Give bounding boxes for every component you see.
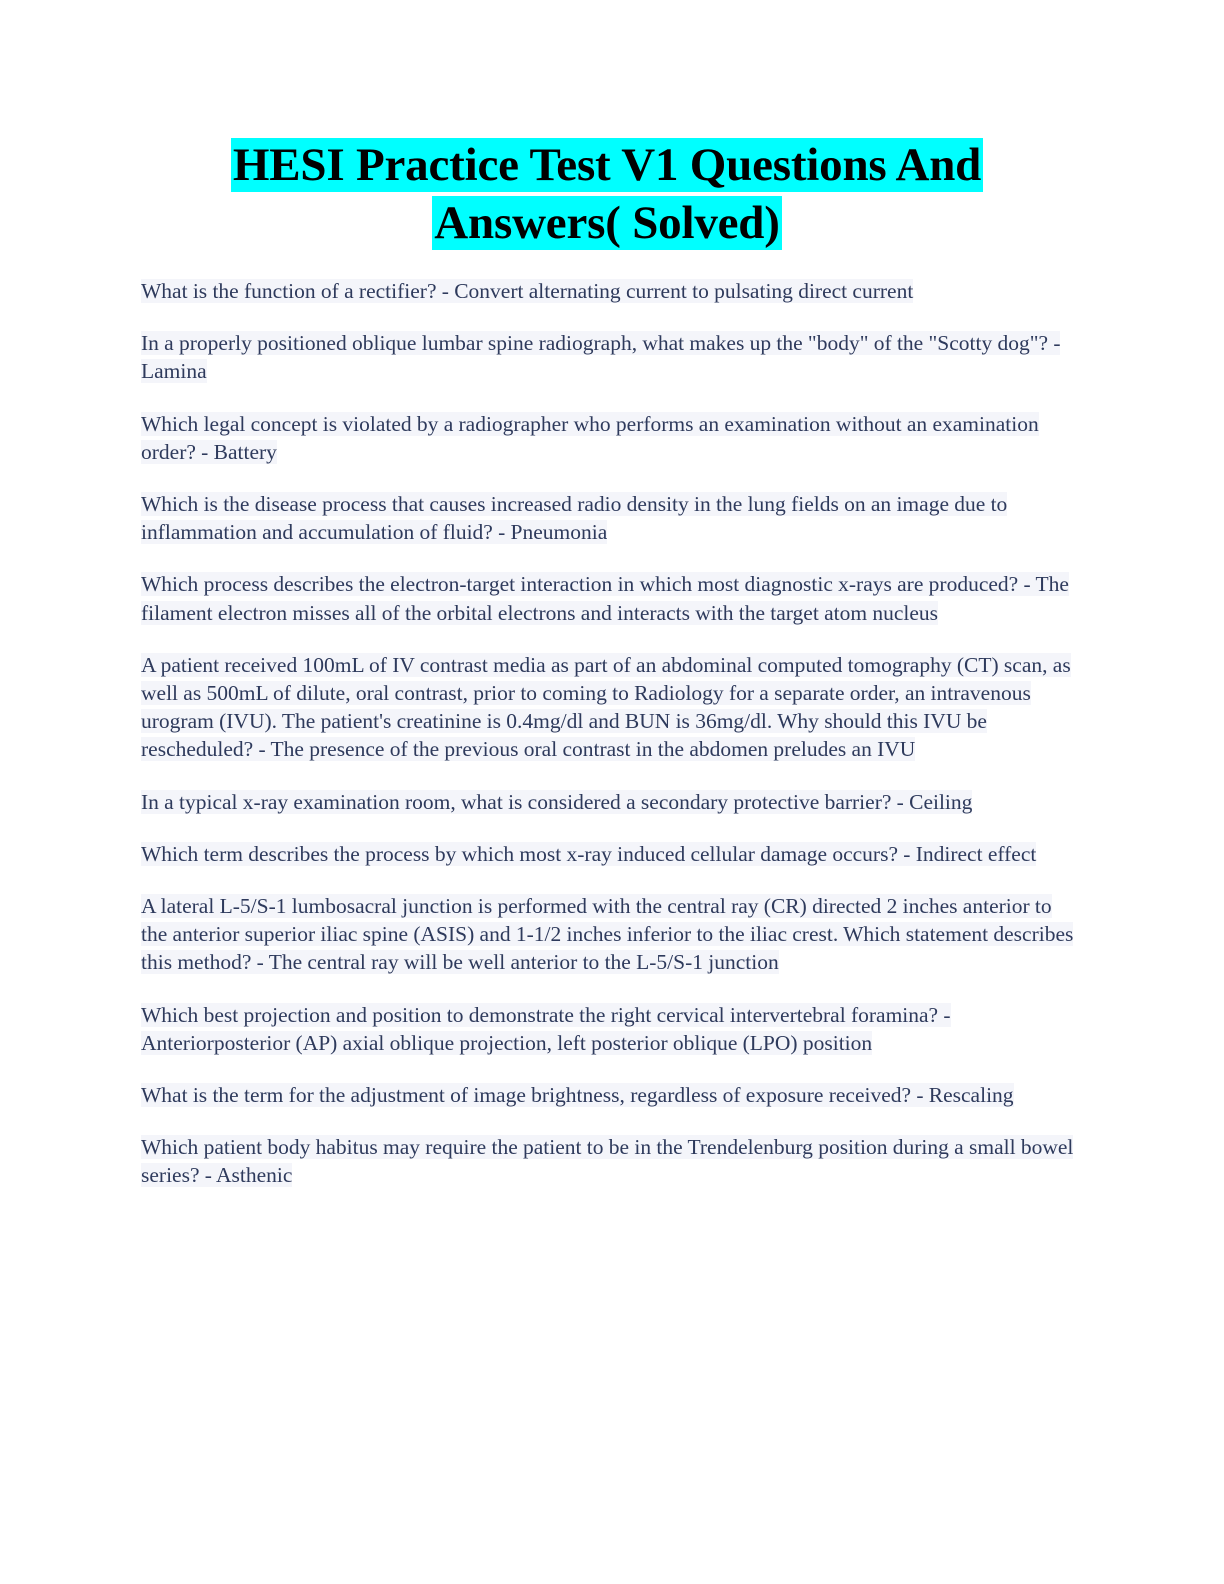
qa-item	[141, 1001, 1077, 1057]
qa-item	[141, 892, 1077, 977]
page-title	[141, 136, 1073, 252]
qa-item-text: In a properly positioned oblique lumbar spine radiograph, what makes up the "body" of the "Scotty dog"? - Lamina	[141, 331, 1061, 384]
qa-item	[141, 277, 1077, 305]
qa-item	[141, 840, 1077, 868]
qa-list	[141, 277, 1077, 1190]
qa-item	[141, 410, 1077, 466]
qa-item-text: Which process describes the electron-target interaction in which most diagnostic x-rays are produced? - The filament electron misses all of the orbital electrons and interacts with the target atom nucleus	[141, 572, 1069, 625]
qa-item-text: Which term describes the process by which most x-ray induced cellular damage occurs? - Indirect effect	[141, 841, 1037, 866]
qa-item	[141, 1081, 1077, 1109]
qa-item	[141, 651, 1077, 764]
qa-item	[141, 329, 1077, 385]
qa-item-text: What is the term for the adjustment of image brightness, regardless of exposure received? - Rescaling	[141, 1083, 1014, 1108]
qa-item-text: A lateral L-5/S-1 lumbosacral junction is performed with the central ray (CR) directed 2 inches anterior to the anterior superior iliac spine (ASIS) and 1-1/2 inches inferior to the iliac crest. Which statement describes this method? - The central ray will be well anterior to the L-5/S-1 junction	[141, 894, 1074, 975]
qa-item	[141, 490, 1077, 546]
qa-item	[141, 788, 1077, 816]
page-title-line-2: Answers( Solved)	[434, 197, 780, 249]
qa-item	[141, 1133, 1077, 1189]
qa-item-text: Which is the disease process that causes increased radio density in the lung fields on an image due to inflammation and accumulation of fluid? - Pneumonia	[141, 492, 1008, 545]
qa-item-text: What is the function of a rectifier? - Convert alternating current to pulsating direct current	[141, 279, 914, 303]
page-title-line-1: HESI Practice Test V1 Questions And	[232, 139, 982, 191]
qa-item-text: Which best projection and position to demonstrate the right cervical intervertebral foramina? - Anteriorposterior (AP) axial oblique projection, left posterior oblique (LPO) position	[141, 1002, 951, 1055]
qa-item-text: In a typical x-ray examination room, what is considered a secondary protective barrier? - Ceiling	[141, 789, 973, 814]
qa-item-text: Which patient body habitus may require the patient to be in the Trendelenburg position during a small bowel series? - Asthenic	[141, 1135, 1074, 1188]
qa-item-text: Which legal concept is violated by a radiographer who performs an examination without an examination order? - Battery	[141, 411, 1039, 464]
qa-item-text: A patient received 100mL of IV contrast media as part of an abdominal computed tomography (CT) scan, as well as 500mL of dilute, oral contrast, prior to coming to Radiology for a separate order, an intravenous urogram (IVU). The patient's creatinine is 0.4mg/dl and BUN is 36mg/dl. Why should this IVU be rescheduled? - The presence of the previous oral contrast in the abdomen preludes an IVU	[141, 652, 1071, 762]
qa-item	[141, 570, 1077, 626]
